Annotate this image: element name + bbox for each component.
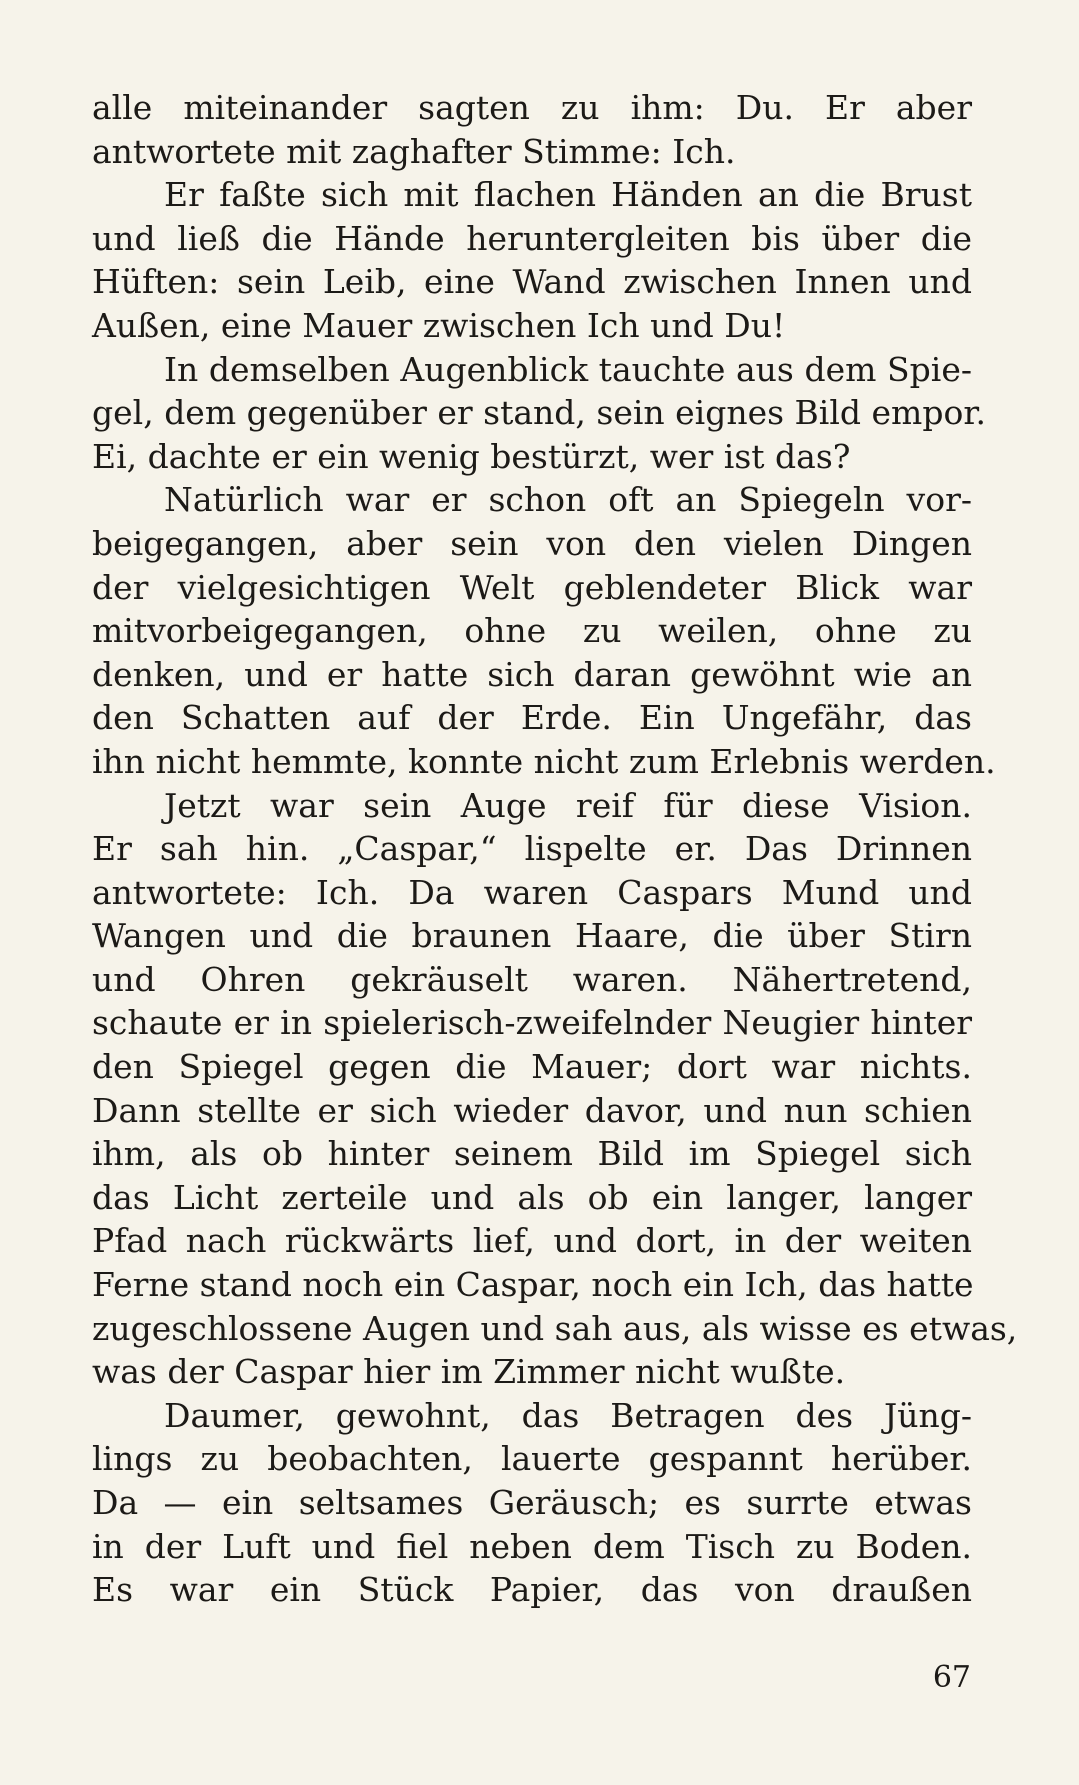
text-line: Er sah hin. „Caspar,“ lispelte er. Das Drinnen [92, 829, 972, 869]
text-line: mitvorbeigegangen, ohne zu weilen, ohne zu [92, 611, 972, 651]
text-line: ihn nicht hemmte, konnte nicht zum Erlebnis werden. [92, 741, 996, 781]
text-line: Außen, eine Mauer zwischen Ich und Du! [92, 305, 786, 345]
text-line: in der Luft und fiel neben dem Tisch zu Boden. [92, 1526, 972, 1566]
text-line: den Spiegel gegen die Mauer; dort war nichts. [92, 1047, 972, 1087]
text-line: und Ohren gekräuselt waren. Nähertretend, [92, 959, 972, 999]
text-line: den Schatten auf der Erde. Ein Ungefähr, das [92, 698, 972, 738]
text-line: das Licht zerteile und als ob ein langer, langer [92, 1177, 972, 1217]
page-number: 67 [932, 1660, 971, 1695]
text-line: lings zu beobachten, lauerte gespannt herüber. [92, 1439, 972, 1479]
text-line: antwortete: Ich. Da waren Caspars Mund und [92, 872, 972, 912]
text-line: Pfad nach rückwärts lief, und dort, in der weiten [92, 1221, 972, 1261]
text-line: Dann stellte er sich wieder davor, und nun schien [92, 1090, 972, 1130]
text-line: Daumer, gewohnt, das Betragen des Jüng- [164, 1395, 972, 1435]
text-line: Da — ein seltsames Geräusch; es surrte etwas [92, 1483, 972, 1522]
text-line: was der Caspar hier im Zimmer nicht wußte. [92, 1352, 846, 1392]
text-line: In demselben Augenblick tauchte aus dem Spie- [164, 349, 972, 389]
text-line: ihm, als ob hinter seinem Bild im Spiegel sich [92, 1134, 972, 1174]
text-line: Natürlich war er schon oft an Spiegeln vor- [164, 480, 972, 520]
page-text [92, 86, 1018, 1612]
text-line: der vielgesichtigen Welt geblendeter Blick war [92, 567, 972, 607]
text-line: und ließ die Hände heruntergleiten bis über die [92, 218, 972, 258]
text-line: Ei, dachte er ein wenig bestürzt, wer ist das? [92, 436, 851, 476]
text-line: Ferne stand noch ein Caspar, noch ein Ich, das hatte [92, 1265, 974, 1305]
text-line: Jetzt war sein Auge reif für diese Vision. [164, 785, 972, 825]
text-line: Er faßte sich mit flachen Händen an die Brust [164, 175, 972, 215]
text-line: zugeschlossene Augen und sah aus, als wisse es etwas, [92, 1308, 1018, 1348]
text-line: schaute er in spielerisch-zweifelnder Neugier hinter [92, 1003, 972, 1043]
text-line: antwortete mit zaghafter Stimme: Ich. [92, 131, 736, 171]
text-line: Wangen und die braunen Haare, die über Stirn [92, 916, 972, 956]
text-line: beigegangen, aber sein von den vielen Dingen [92, 523, 972, 563]
text-line: denken, und er hatte sich daran gewöhnt wie an [92, 654, 972, 694]
text-line: Hüften: sein Leib, eine Wand zwischen Innen und [92, 262, 972, 302]
text-line: Es war ein Stück Papier, das von draußen [92, 1570, 972, 1610]
text-line: alle miteinander sagten zu ihm: Du. Er aber [92, 88, 972, 127]
text-line: gel, dem gegenüber er stand, sein eignes Bild empor. [92, 393, 986, 433]
